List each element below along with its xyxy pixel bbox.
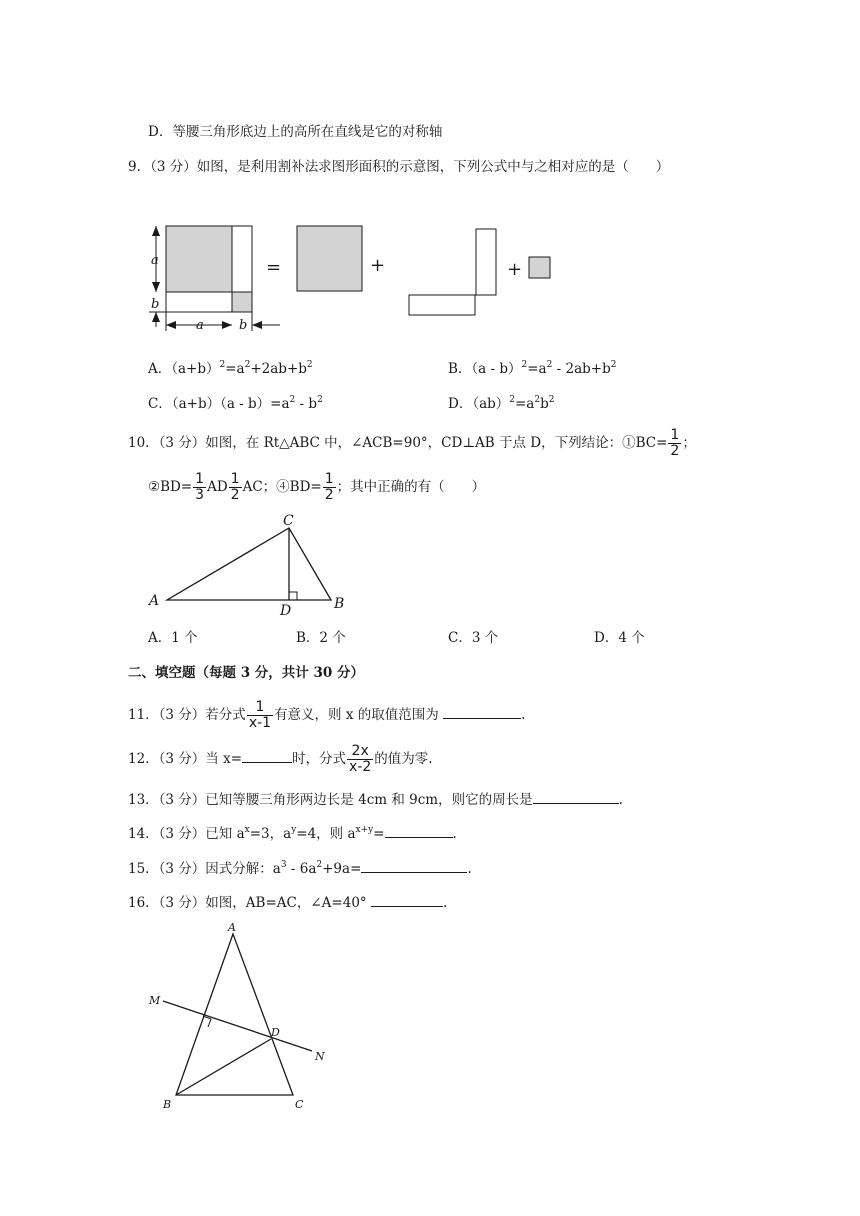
q16-label-n: N <box>315 1050 325 1063</box>
q14-answer-blank[interactable] <box>385 823 453 838</box>
q9-stem: 9．（3 分）如图，是利用割补法求图形面积的示意图，下列公式中与之相对应的是（ ） <box>128 159 670 175</box>
q10-option-d: D．4 个 <box>594 630 645 646</box>
q9-option-a: A．$(a+b)^2=a^2+2ab+b^2$ <box>148 360 313 377</box>
q9-figure <box>140 215 570 335</box>
q15: 15．（3 分）因式分解：$a^3 - 6a^2+9a=$ . <box>128 860 472 877</box>
q11-fraction: $\frac{1}{x-1}$ <box>248 699 272 731</box>
q10-option-c: C．3 个 <box>448 630 499 646</box>
q9-plus-sign-2: + <box>507 259 523 280</box>
q16-label-d: D <box>271 1026 280 1039</box>
q9-label-a-horizontal: a <box>196 318 204 333</box>
q10-option-b: B．2 个 <box>296 630 346 646</box>
q16-label-c: C <box>295 1098 304 1111</box>
q10-triangle-figure <box>140 505 360 619</box>
q10-fraction-1: $\frac{1}{2}$ <box>670 427 680 459</box>
q16-answer-blank[interactable] <box>371 892 443 907</box>
q9-label-a-vertical: a <box>151 253 159 268</box>
q15-answer-blank[interactable] <box>361 858 467 873</box>
q9-option-c: C．$(a+b)(a - b)=a^2 - b^2$ <box>148 395 323 412</box>
q16-label-a: A <box>228 921 236 934</box>
q10-fraction-3: $\frac{1}{2}$ <box>230 471 240 503</box>
q16-triangle-figure <box>140 918 350 1118</box>
q9-plus-sign-1: + <box>370 255 386 276</box>
q13-answer-blank[interactable] <box>533 789 619 804</box>
q10-label-a: A <box>149 593 160 609</box>
section-2-title: 二、填空题（每题 3 分，共计 30 分） <box>128 665 364 681</box>
q9-equals-sign: = <box>266 257 282 278</box>
q9-option-b: B．$(a - b)^2=a^2 - 2ab+b^2$ <box>448 360 617 377</box>
q11: 11．（3 分）若分式 $\frac{1}{x-1}$ 有意义，则 x 的取值范围为 . <box>128 699 526 731</box>
q16-label-b: B <box>163 1098 172 1111</box>
q12-fraction: $\frac{2x}{x-2}$ <box>349 743 372 775</box>
q14: 14．（3 分）已知 $a^x=3$，$a^y=4$，则 $a^{x+y}=$ . <box>128 825 457 842</box>
q9-option-d: D．$(ab)^2=a^2b^2$ <box>448 395 555 412</box>
q13: 13．（3 分）已知等腰三角形两边长是 4cm 和 9cm，则它的周长是 . <box>128 789 623 809</box>
q9-label-b-vertical: b <box>151 297 160 312</box>
q10-stem-line2: ②BD= $\frac{1}{3}$ AD $\frac{1}{2}$ AC；④BD= $\frac{1}{2}$ ；其中正确的有（ ） <box>148 471 486 503</box>
q10-option-a: A．1 个 <box>148 630 198 646</box>
q16-label-m: M <box>149 994 161 1007</box>
q9-label-b-horizontal: b <box>239 318 248 333</box>
q12-answer-blank[interactable] <box>242 748 292 763</box>
q10-label-c: C <box>283 513 294 529</box>
q12: 12．（3 分）当 x= 时，分式 $\frac{2x}{x-2}$ 的值为零. <box>128 743 433 775</box>
q16: 16．（3 分）如图，AB=AC，∠A=40° . <box>128 892 447 912</box>
q10-stem-line1: 10．（3 分）如图，在 Rt△ABC 中，∠ACB=90°，CD⊥AB 于点 D，下列结论：①BC= $\frac{1}{2}$ ； <box>128 427 696 459</box>
q8-option-d: D．等腰三角形底边上的高所在直线是它的对称轴 <box>148 124 443 140</box>
q10-fraction-2: $\frac{1}{3}$ <box>195 471 205 503</box>
q11-answer-blank[interactable] <box>443 704 521 719</box>
q10-label-b: B <box>334 596 345 612</box>
q10-fraction-4: $\frac{1}{2}$ <box>324 471 334 503</box>
q10-label-d: D <box>280 603 292 619</box>
